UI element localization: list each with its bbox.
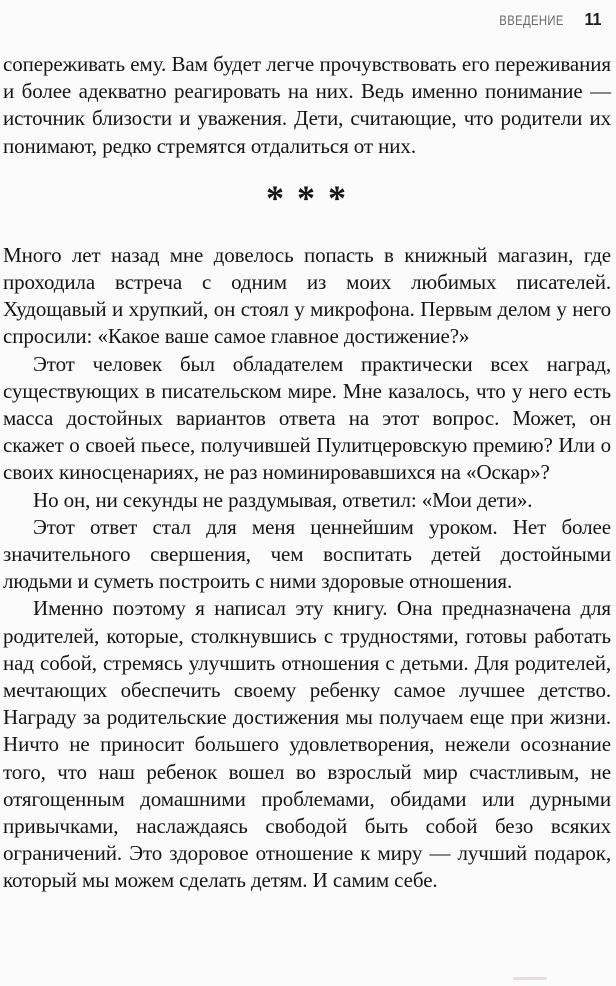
paragraph: Этот ответ стал для меня ценнейшим уроком. Нет более значительного свершения, чем воспитать детей достойными людьми и суметь построить с ними здоровые отношения.: [3, 514, 611, 594]
page-header: [0, 0, 616, 29]
highlight-mark: [513, 977, 547, 980]
running-title: ВВЕДЕНИЕ: [498, 13, 564, 28]
paragraph: Много лет назад мне довелось попасть в книжный магазин, где проходила встреча с одним из моих любимых писателей. Худощавый и хрупкий, он стоял у микрофона. Первым делом у него спросили: «Какое ваше самое главное достижение?»: [3, 242, 611, 349]
paragraph: Этот человек был обладателем практически всех наград, существующих в писательском мире. Мне казалось, что у него есть масса достойных вариантов ответа на этот вопрос. Может, он скажет о своей пьесе, получившей Пулитцеровскую премию? Или о своих киносценариях, не раз номинировавшихся на «Оскар»?: [3, 351, 611, 485]
paragraph: Но он, ни секунды не раздумывая, ответил: «Мои дети».: [33, 487, 533, 512]
section-separator: * * *: [266, 177, 348, 218]
paragraph: сопереживать ему. Вам будет легче прочувствовать его переживания и более адекватно реагировать на них. Ведь именно понимание — источник близости и уважения. Дети, считающие, что родители их понимают, редко стремятся отдалиться от них.: [3, 52, 611, 158]
page-text: [0, 51, 616, 895]
page-number: 11: [583, 9, 601, 29]
paragraph: Именно поэтому я написал эту книгу. Она предназначена для родителей, которые, столкнувшись с трудностями, готовы работать над собой, стремясь улучшить отношения с детьми. Для родителей, мечтающих обеспечить своему ребенку самое лучшее детство. Награду за родительские достижения мы получаем еще при жизни. Ничто не приносит большего удовлетворения, нежели осознание того, что наш ребенок вошел во взрослый мир счастливым, не отягощенным домашними проблемами, обидами или дурными привычками, наслаждаясь свободой быть собой безо всяких ограничений. Это здоровое отношение к миру — лучший подарок, который мы можем сделать детям. И самим себе.: [3, 596, 611, 893]
